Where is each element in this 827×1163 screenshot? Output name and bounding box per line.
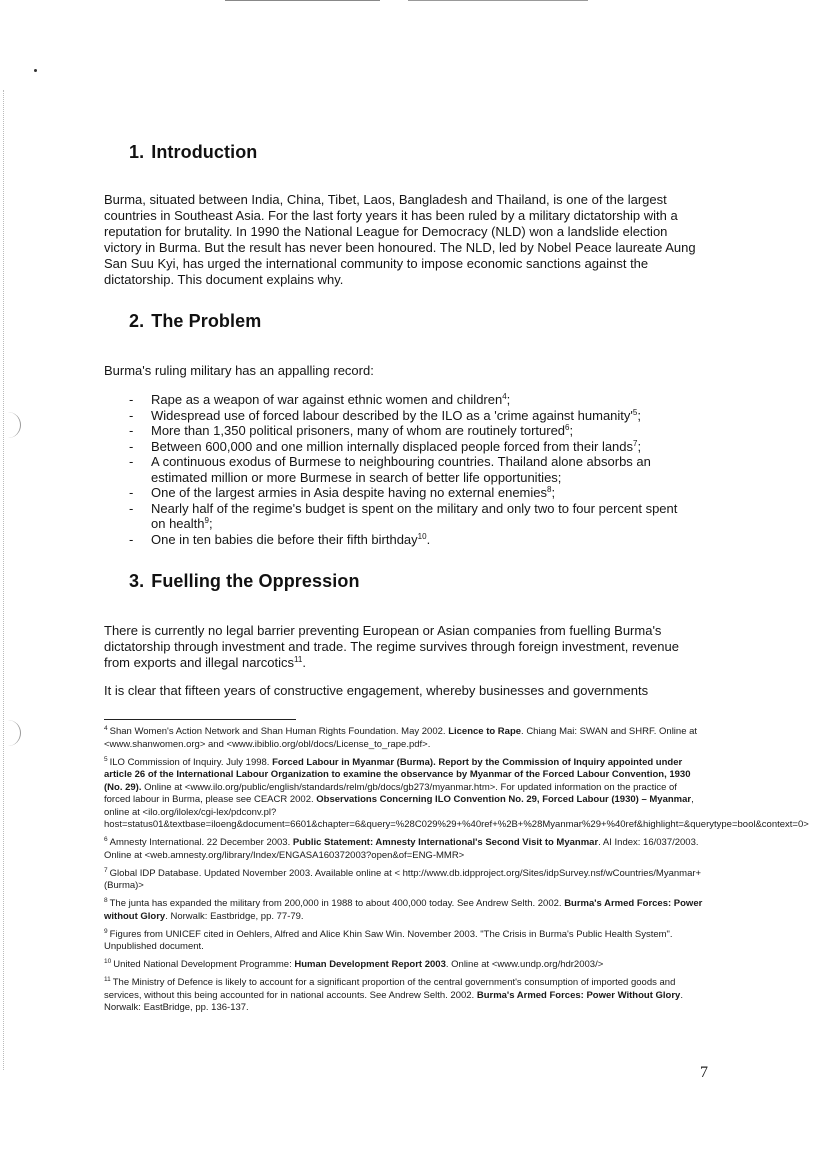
footnote-text: , online at <ilo.org/ilolex/cgi-lex/pdconv.pl?host=status01&textbase=iloeng&document=6601&chapter=6&query=%28C029%29+%40ref+%2B+%28Myanmar%29+%40ref&highlight=&querytype=bool&context=0> [104, 794, 809, 830]
footnote-ref[interactable]: 5 [632, 407, 638, 417]
section-number: 2. [129, 311, 145, 331]
bullet-dash: - [129, 438, 134, 454]
list-item-text: One in ten babies die before their fifth birthday [151, 531, 418, 547]
list-item-text: A continuous exodus of Burmese to neighbouring countries. Thailand alone absorbs an estimated million or more Burmese in search of better life opportunities; [151, 454, 651, 485]
paragraph-punct: . [302, 655, 306, 670]
footnote-title: Human Development Report 2003 [294, 959, 446, 970]
footnote-text: . Online at <www.undp.org/hdr2003/> [445, 959, 604, 970]
footnote [104, 868, 704, 893]
footnote-title: Licence to Rape [448, 726, 522, 737]
bullet-dash: - [129, 423, 134, 438]
footnote-title: Burma's Armed Forces: Power without Glory [104, 898, 703, 922]
footnote [104, 837, 704, 862]
list-item-text: Between 600,000 and one million internally displaced people forced from their lands [151, 438, 634, 454]
footnote-text: Shan Women's Action Network and Shan Human Rights Foundation. May 2002. [109, 726, 449, 737]
section-number: 3. [129, 571, 145, 591]
section-heading-introduction [129, 142, 257, 163]
bullet-dash: - [129, 485, 134, 500]
footnote-text: . Norwalk: Eastbridge, pp. 77-79. [165, 910, 304, 922]
footnote-text: Global IDP Database. Updated November 2003. Available online at < http://www.db.idpproject.org/Sites/idpSurvey.nsf/wCountries/Myanmar+(Burma)> [104, 867, 702, 891]
footnote [104, 929, 704, 954]
footnote-number: 5 [104, 755, 108, 763]
section-heading-problem [129, 311, 261, 332]
footnote-text: Amnesty International. 22 December 2003. [109, 837, 293, 848]
footnote-ref[interactable]: 11 [294, 655, 303, 664]
list-item-text: One of the largest armies in Asia despite having no external enemies [151, 485, 548, 500]
list-item [129, 532, 689, 548]
bullet-dash: - [129, 531, 134, 547]
footnote-ref[interactable]: 7 [633, 438, 638, 448]
list-item-text: Rape as a weapon of war against ethnic women and children [151, 392, 503, 407]
list-item [129, 454, 689, 485]
list-item [129, 485, 689, 501]
section-title: The Problem [151, 311, 262, 331]
list-item-punct: ; [506, 392, 511, 407]
list-item-punct: ; [637, 407, 641, 423]
bullet-dash: - [129, 407, 134, 423]
intro-paragraph: Burma, situated between India, China, Tibet, Laos, Bangladesh and Thailand, is one of the largest countries in Southeast Asia. For the last forty years it has been ruled by a military dictatorship with a reputation for brutality. In 1990 the National League for Democracy (NLD) won a landslide election victory in Burma. But the result has never been honoured. The NLD, led by Nobel Peace laureate Aung San Suu Kyi, has urged the international community to impose economic sanctions against the dictatorship. This document explains why. [104, 192, 696, 287]
scan-speck [34, 69, 37, 72]
footnote-number: 8 [104, 897, 108, 904]
footnote-text: Figures from UNICEF cited in Oehlers, Alfred and Alice Khin Saw Win. November 2003. "The Crisis in Burma's Public Health System". Unpublished document. [104, 928, 673, 952]
list-item [129, 423, 689, 439]
page-number: 7 [700, 1064, 708, 1081]
footnote-number: 7 [104, 866, 108, 874]
footnote-text: . Norwalk: EastBridge, pp. 136-137. [104, 989, 683, 1013]
list-item [129, 439, 689, 455]
footnote-text: The Ministry of Defence is likely to account for a significant proportion of the central government's consumption of imported goods and services, without this being accounted for in national accounts. See Andrew Selth. 2002. [104, 977, 676, 1001]
footnote-ref[interactable]: 4 [502, 392, 507, 401]
footnote-number: 9 [104, 927, 108, 935]
bullet-dash: - [129, 454, 134, 469]
footnote [104, 959, 704, 972]
footnote-number: 6 [104, 836, 108, 843]
problem-list [129, 392, 689, 547]
footnote-ref[interactable]: 6 [565, 423, 570, 432]
list-item-text: Nearly half of the regime's budget is spent on the military and only two to four percent spent on health [151, 500, 678, 531]
footnote [104, 898, 704, 923]
punch-hole-mark [6, 412, 21, 438]
footnote-number: 4 [104, 725, 108, 732]
fuelling-paragraph [104, 623, 704, 671]
scan-left-edge [3, 90, 4, 1070]
section-number: 1. [129, 142, 145, 162]
list-item-text: Widespread use of forced labour described by the ILO as a 'crime against humanity' [151, 407, 633, 423]
fuelling-paragraph-2: It is clear that fifteen years of constructive engagement, whereby businesses and governments [104, 683, 649, 698]
list-item-punct: ; [637, 438, 642, 454]
problem-lead: Burma's ruling military has an appalling record: [104, 363, 374, 378]
scan-top-mark [225, 0, 380, 1]
footnote [104, 755, 809, 832]
footnote-title: Forced Labour in Myanmar (Burma). Report by the Commission of Inquiry appointed under article 26 of the International Labour Organization to examine the observance by Myanmar of the Forced Labour Convention, 1930 (No. 29). [104, 756, 691, 793]
footnote-title: Burma's Armed Forces: Power Without Glory [476, 989, 681, 1001]
footnote-ref[interactable]: 10 [417, 531, 427, 541]
list-item [129, 501, 689, 532]
footnotes [104, 725, 809, 1020]
footnote-text: . Chiang Mai: SWAN and SHRF. Online at <www.shanwomen.org> and <www.ibiblio.org/obl/docs/License_to_rape.pdf>. [104, 726, 698, 750]
list-item-text: More than 1,350 political prisoners, many of whom are routinely tortured [151, 423, 566, 438]
list-item [129, 408, 689, 424]
bullet-dash: - [129, 500, 134, 516]
footnote-text: . AI Index: 16/037/2003. Online at <web.amnesty.org/library/Index/ENGASA160372003?open&of=ENG-MMR> [104, 837, 699, 861]
list-item-punct: ; [569, 423, 574, 438]
section-heading-fuelling [129, 571, 360, 592]
bullet-dash: - [129, 392, 134, 407]
footnote-text: The junta has expanded the military from 200,000 in 1988 to about 400,000 today. See Andrew Selth. 2002. [109, 898, 565, 909]
list-item [129, 392, 689, 408]
section-title: Introduction [151, 142, 258, 162]
footnote-separator [104, 719, 296, 720]
list-item-punct: ; [551, 485, 556, 500]
footnote-number: 10 [104, 958, 112, 965]
footnote-title: Public Statement: Amnesty International's Second Visit to Myanmar [292, 837, 599, 848]
footnote-text: United National Development Programme: [113, 959, 295, 970]
list-item-punct: . [426, 531, 431, 547]
footnote-text: ILO Commission of Inquiry. July 1998. [109, 756, 273, 768]
footnote [104, 977, 704, 1015]
footnote-ref[interactable]: 9 [204, 516, 209, 525]
list-item-punct: ; [208, 516, 213, 531]
footnote [104, 726, 704, 751]
footnote-number: 11 [104, 976, 111, 983]
paragraph-text: There is currently no legal barrier preventing European or Asian companies from fuelling Burma's dictatorship through investment and trade. The regime survives through foreign investment, revenue from exports and illegal narcotics [104, 623, 679, 670]
punch-hole-mark [6, 720, 21, 746]
footnote-title: Observations Concerning ILO Convention No. 29, Forced Labour (1930) – Myanmar [316, 794, 692, 805]
scan-top-mark [408, 0, 588, 1]
section-title: Fuelling the Oppression [151, 571, 360, 591]
footnote-text: Online at <www.ilo.org/public/english/standards/relm/gb/docs/gb273/myanmar.htm>. For updated information on the practice of forced labour in Burma, please see CEACR 2002. [104, 781, 677, 805]
footnote-ref[interactable]: 8 [547, 485, 552, 494]
